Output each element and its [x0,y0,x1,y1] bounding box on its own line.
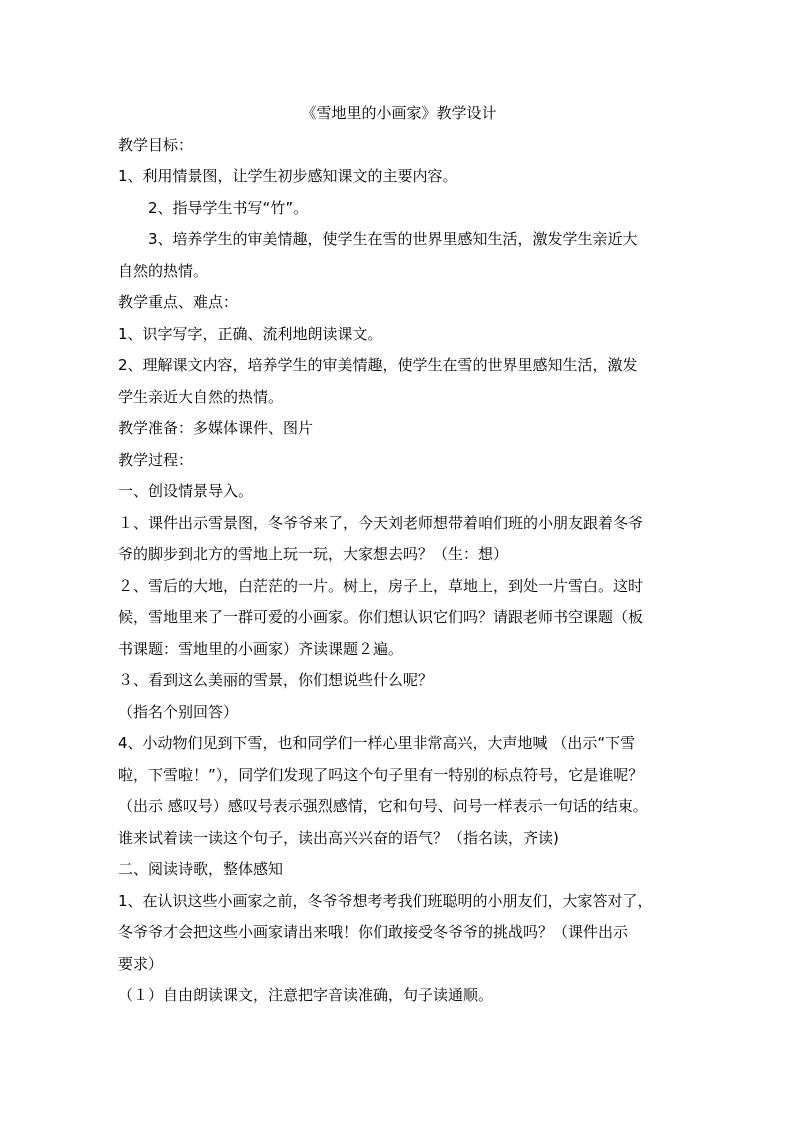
text-line: 自然的热情。 [118,261,209,280]
text-line: （出示 感叹号）感叹号表示强烈感情，它和句号、问号一样表示一句话的结束。 [118,797,648,815]
text-line: 教学重点、难点： [118,293,239,311]
text-line: 1、利用情景图，让学生初步感知课文的主要内容。 [118,167,458,185]
text-line: 学生亲近大自然的热情。 [118,387,284,406]
text-line: 啦，下雪啦！”），同学们发现了吗这个句子里有一特别的标点符号，它是谁呢？ [118,765,644,784]
text-line: 教学准备：多媒体课件、图片 [118,419,314,437]
text-line: 爷的脚步到北方的雪地上玩一玩，大家想去吗？（生：想） [118,545,509,563]
text-line: ２、雪后的大地，白茫茫的一片。树上，房子上，草地上，到处一片雪白。这时 [118,576,644,595]
text-line: 3、培养学生的审美情趣，使学生在雪的世界里感知生活，激发学生亲近大 [148,230,638,248]
text-line: ３、看到这么美丽的雪景，你们想说些什么呢？ [118,671,434,689]
text-line: 二、阅读诗歌，整体感知 [118,860,284,878]
text-line: 候，雪地里来了一群可爱的小画家。你们想认识它们吗？请跟老师书空课题（板 [118,608,644,626]
text-line: 教学目标： [118,135,194,154]
text-line: 1、在认识这些小画家之前，冬爷爷想考考我们班聪明的小朋友们，大家答对了， [118,891,653,910]
text-line: 谁来试着读一读这个句子，读出高兴兴奋的语气？（指名读，齐读) [118,828,559,847]
text-line: 1、识字写字，正确、流利地朗读课文。 [118,324,383,343]
text-line: 2、理解课文内容，培养学生的审美情趣，使学生在雪的世界里感知生活，激发 [118,356,638,374]
text-line: 2、指导学生书写“竹”。 [148,198,309,217]
text-line: 一、创设情景导入。 [118,482,254,500]
text-line: 要求） [118,954,164,973]
text-line: １、课件出示雪景图，冬爷爷来了，今天刘老师想带着咱们班的小朋友跟着冬爷 [118,513,644,532]
text-line: 4、小动物们见到下雪，也和同学们一样心里非常高兴，大声地喊 （出示“下雪 [118,734,636,752]
document-title: 《雪地里的小画家》教学设计 [301,104,497,122]
document-body [118,98,680,1012]
text-line: （１）自由朗读课文，注意把字音读准确，句子读通顺。 [118,986,494,1004]
text-line: 教学过程： [118,450,194,469]
text-line: 书课题：雪地里的小画家）齐读课题２遍。 [118,639,404,658]
text-line: 冬爷爷才会把这些小画家请出来哦！你们敢接受冬爷爷的挑战吗？（课件出示 [118,923,629,941]
text-line: （指名个别回答） [118,702,239,721]
